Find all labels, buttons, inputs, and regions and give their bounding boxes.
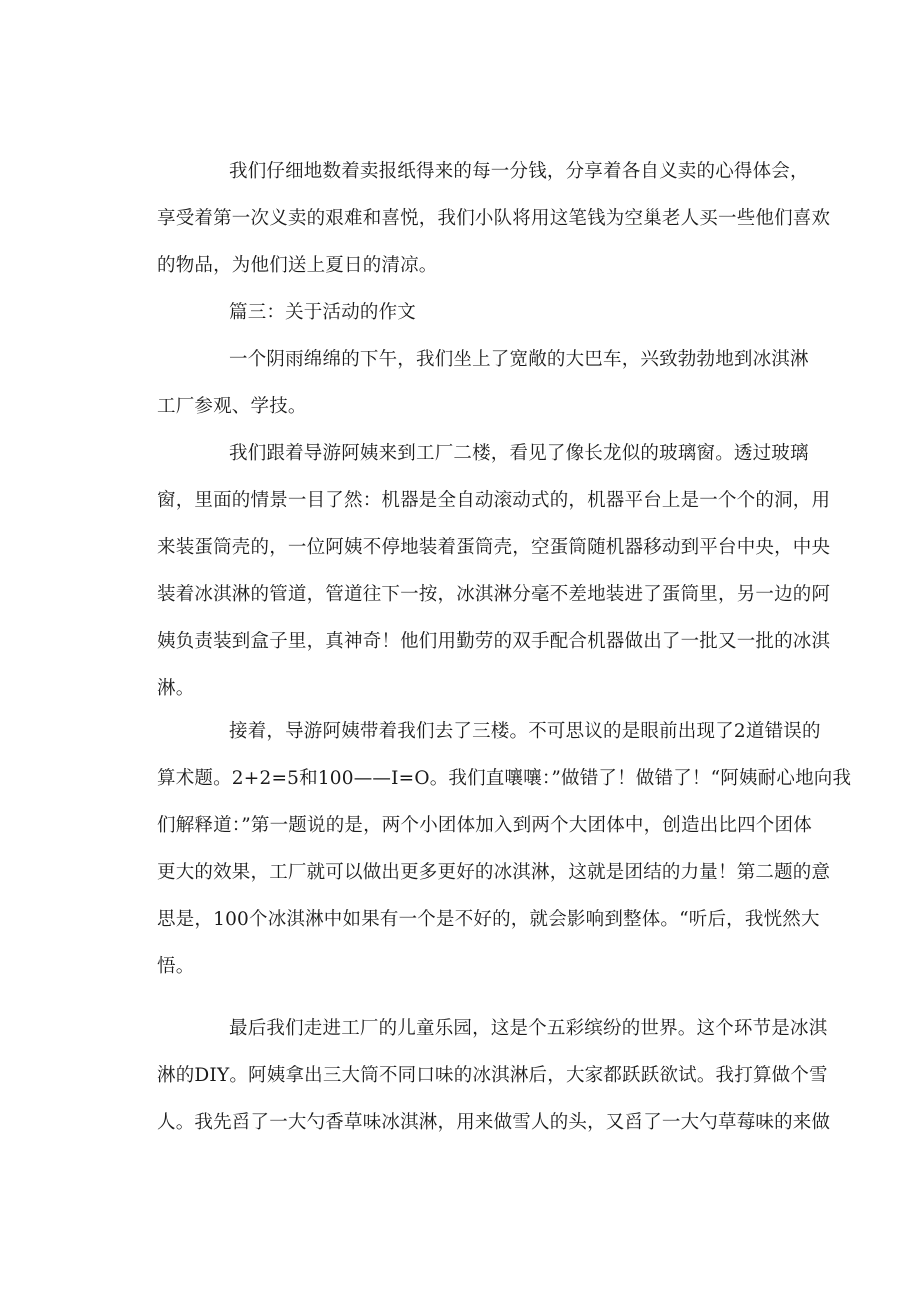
text-line: 一个阴雨绵绵的下午，我们坐上了宽敞的大巴车，兴致勃勃地到冰淇淋 [229, 349, 809, 370]
text-line: 享受着第一次义卖的艰难和喜悦，我们小队将用这笔钱为空巢老人买一些他们喜欢 [157, 208, 831, 229]
text-line: 淋。 [157, 678, 195, 699]
section-heading: 篇三：关于活动的作文 [229, 302, 417, 323]
text-line: 装着冰淇淋的管道，管道往下一按，冰淇淋分毫不差地装进了蛋筒里，另一边的阿 [157, 584, 831, 605]
text-line: 思是，100个冰淇淋中如果有一个是不好的，就会影响到整体。“听后，我恍然大 [157, 909, 820, 930]
text-line: 来装蛋筒壳的，一位阿姨不停地装着蛋筒壳，空蛋筒随机器移动到平台中央，中央 [157, 537, 831, 558]
text-line: 我们跟着导游阿姨来到工厂二楼，看见了像长龙似的玻璃窗。透过玻璃 [229, 443, 809, 464]
text-line: 工厂参观、学技。 [157, 396, 307, 417]
text-line: 的物品，为他们送上夏日的清凉。 [157, 255, 438, 276]
text-line: 窗，里面的情景一目了然：机器是全自动滚动式的，机器平台上是一个个的洞，用 [157, 490, 831, 511]
text-line: 人。我先舀了一大勺香草味冰淇淋，用来做雪人的头，又舀了一大勺草莓味的来做 [157, 1112, 831, 1133]
text-line: 我们仔细地数着卖报纸得来的每一分钱，分享着各自义卖的心得体会， [229, 161, 809, 182]
text-line: 们解释道：”第一题说的是，两个小团体加入到两个大团体中，创造出比四个团体 [157, 815, 812, 836]
text-line: 悟。 [157, 956, 195, 977]
text-line: 淋的DIY。阿姨拿出三大筒不同口味的冰淇淋后，大家都跃跃欲试。我打算做个雪 [157, 1065, 828, 1086]
text-line: 最后我们走进工厂的儿童乐园，这是个五彩缤纷的世界。这个环节是冰淇 [229, 1018, 828, 1039]
text-line: 算术题。2+2=5和100——I=O。我们直嚷嚷：”做错了！做错了！“阿姨耐心地向我 [157, 768, 852, 789]
text-line: 接着，导游阿姨带着我们去了三楼。不可思议的是眼前出现了2道错误的 [229, 721, 821, 742]
text-line: 姨负责装到盒子里，真神奇！他们用勤劳的双手配合机器做出了一批又一批的冰淇 [157, 631, 831, 652]
text-line: 更大的效果，工厂就可以做出更多更好的冰淇淋，这就是团结的力量！第二题的意 [157, 862, 831, 883]
